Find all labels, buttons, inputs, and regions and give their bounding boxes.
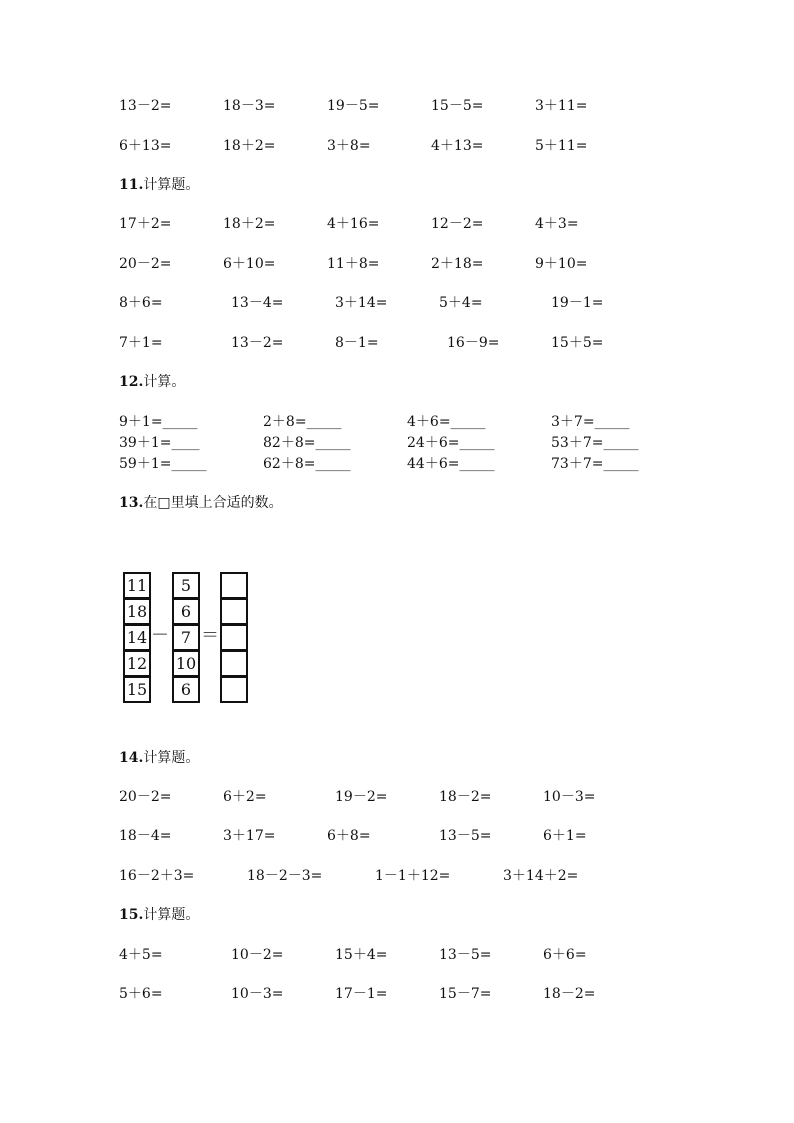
problem: 8＋6= bbox=[119, 295, 163, 311]
question-number: 11. bbox=[119, 177, 144, 193]
fill-problem: 9＋1=_____ bbox=[119, 414, 198, 430]
answer-box[interactable] bbox=[220, 624, 248, 651]
problem: 13－2= bbox=[231, 335, 284, 351]
problem: 7＋1= bbox=[119, 335, 163, 351]
problem: 4＋13= bbox=[431, 138, 484, 154]
number-cell: 10 bbox=[172, 650, 200, 677]
question-title: 计算题。 bbox=[143, 177, 200, 193]
problem: 20－2= bbox=[119, 789, 172, 805]
problem-row bbox=[0, 214, 794, 234]
problem: 18＋2= bbox=[223, 216, 276, 232]
problem: 16－2＋3= bbox=[119, 868, 195, 884]
question-number: 13. bbox=[119, 495, 144, 511]
problem: 6＋2= bbox=[223, 789, 267, 805]
number-cell: 5 bbox=[172, 572, 200, 599]
problem: 4＋3= bbox=[535, 216, 579, 232]
problem-row bbox=[0, 96, 794, 116]
problem-row bbox=[0, 984, 794, 1004]
question-heading-13 bbox=[119, 493, 283, 513]
answer-box[interactable] bbox=[220, 676, 248, 703]
problem: 5＋6= bbox=[119, 986, 163, 1002]
fill-problem: 73＋7=_____ bbox=[551, 456, 639, 472]
minus-sign: － bbox=[151, 625, 169, 646]
problem-row bbox=[0, 787, 794, 807]
problem: 15＋4= bbox=[335, 947, 388, 963]
problem: 15－7= bbox=[439, 986, 492, 1002]
problem: 20－2= bbox=[119, 256, 172, 272]
fill-problem: 24＋6=_____ bbox=[407, 435, 495, 451]
question-heading-15 bbox=[119, 905, 199, 925]
problem-row bbox=[0, 293, 794, 313]
problem: 13－2= bbox=[119, 98, 172, 114]
problem: 19－1= bbox=[551, 295, 604, 311]
number-cell: 12 bbox=[123, 650, 151, 677]
problem: 15－5= bbox=[431, 98, 484, 114]
question-title: 计算题。 bbox=[143, 907, 200, 923]
problem: 10－2= bbox=[231, 947, 284, 963]
problem: 18－2－3= bbox=[247, 868, 323, 884]
number-cell: 11 bbox=[123, 572, 151, 599]
problem: 9＋10= bbox=[535, 256, 588, 272]
problem: 6＋10= bbox=[223, 256, 276, 272]
problem: 5＋11= bbox=[535, 138, 588, 154]
problem: 6＋1= bbox=[543, 828, 587, 844]
number-cell: 14 bbox=[123, 624, 151, 651]
problem: 16－9= bbox=[447, 335, 500, 351]
problem: 13－5= bbox=[439, 947, 492, 963]
problem: 3＋14= bbox=[335, 295, 388, 311]
question-number: 15. bbox=[119, 907, 144, 923]
problem-row bbox=[0, 454, 794, 474]
fill-problem: 44＋6=_____ bbox=[407, 456, 495, 472]
problem: 6＋13= bbox=[119, 138, 172, 154]
answer-box[interactable] bbox=[220, 598, 248, 625]
problem: 4＋16= bbox=[327, 216, 380, 232]
answer-box[interactable] bbox=[220, 650, 248, 677]
number-cell: 7 bbox=[172, 624, 200, 651]
problem: 13－4= bbox=[231, 295, 284, 311]
question-title: 计算。 bbox=[143, 374, 186, 390]
fill-problem: 53＋7=_____ bbox=[551, 435, 639, 451]
problem-row bbox=[0, 866, 794, 886]
answer-box[interactable] bbox=[220, 572, 248, 599]
problem: 18－3= bbox=[223, 98, 276, 114]
problem: 10－3= bbox=[231, 986, 284, 1002]
fill-box-puzzle bbox=[123, 572, 253, 706]
problem-row bbox=[0, 826, 794, 846]
problem: 11＋8= bbox=[327, 256, 380, 272]
problem: 18－2= bbox=[439, 789, 492, 805]
problem: 6＋6= bbox=[543, 947, 587, 963]
problem: 18－4= bbox=[119, 828, 172, 844]
problem: 1－1＋12= bbox=[375, 868, 451, 884]
problem-row bbox=[0, 254, 794, 274]
fill-problem: 62＋8=_____ bbox=[263, 456, 351, 472]
equals-sign: ＝ bbox=[201, 625, 219, 646]
question-number: 12. bbox=[119, 374, 144, 390]
problem: 15＋5= bbox=[551, 335, 604, 351]
problem: 3＋11= bbox=[535, 98, 588, 114]
problem: 2＋18= bbox=[431, 256, 484, 272]
question-title: 在□里填上合适的数。 bbox=[143, 495, 283, 511]
problem: 5＋4= bbox=[439, 295, 483, 311]
number-cell: 6 bbox=[172, 676, 200, 703]
problem: 13－5= bbox=[439, 828, 492, 844]
fill-problem: 3＋7=_____ bbox=[551, 414, 630, 430]
problem: 19－2= bbox=[335, 789, 388, 805]
fill-problem: 4＋6=_____ bbox=[407, 414, 486, 430]
question-heading-14 bbox=[119, 748, 199, 768]
number-cell: 15 bbox=[123, 676, 151, 703]
problem: 17－1= bbox=[335, 986, 388, 1002]
question-title: 计算题。 bbox=[143, 750, 200, 766]
problem: 18－2= bbox=[543, 986, 596, 1002]
problem: 19－5= bbox=[327, 98, 380, 114]
problem-row bbox=[0, 412, 794, 432]
problem: 12－2= bbox=[431, 216, 484, 232]
number-cell: 6 bbox=[172, 598, 200, 625]
problem-row bbox=[0, 433, 794, 453]
fill-problem: 59＋1=_____ bbox=[119, 456, 207, 472]
problem: 6＋8= bbox=[327, 828, 371, 844]
fill-problem: 2＋8=_____ bbox=[263, 414, 342, 430]
problem: 3＋14＋2= bbox=[503, 868, 579, 884]
problem: 3＋17= bbox=[223, 828, 276, 844]
problem-row bbox=[0, 333, 794, 353]
problem: 8－1= bbox=[335, 335, 379, 351]
problem: 3＋8= bbox=[327, 138, 371, 154]
question-heading-11 bbox=[119, 175, 199, 195]
question-heading-12 bbox=[119, 372, 185, 392]
fill-problem: 82＋8=_____ bbox=[263, 435, 351, 451]
problem-row bbox=[0, 136, 794, 156]
problem: 18＋2= bbox=[223, 138, 276, 154]
problem-row bbox=[0, 945, 794, 965]
problem: 17＋2= bbox=[119, 216, 172, 232]
question-number: 14. bbox=[119, 750, 144, 766]
fill-problem: 39＋1=____ bbox=[119, 435, 200, 451]
problem: 4＋5= bbox=[119, 947, 163, 963]
number-cell: 18 bbox=[123, 598, 151, 625]
problem: 10－3= bbox=[543, 789, 596, 805]
